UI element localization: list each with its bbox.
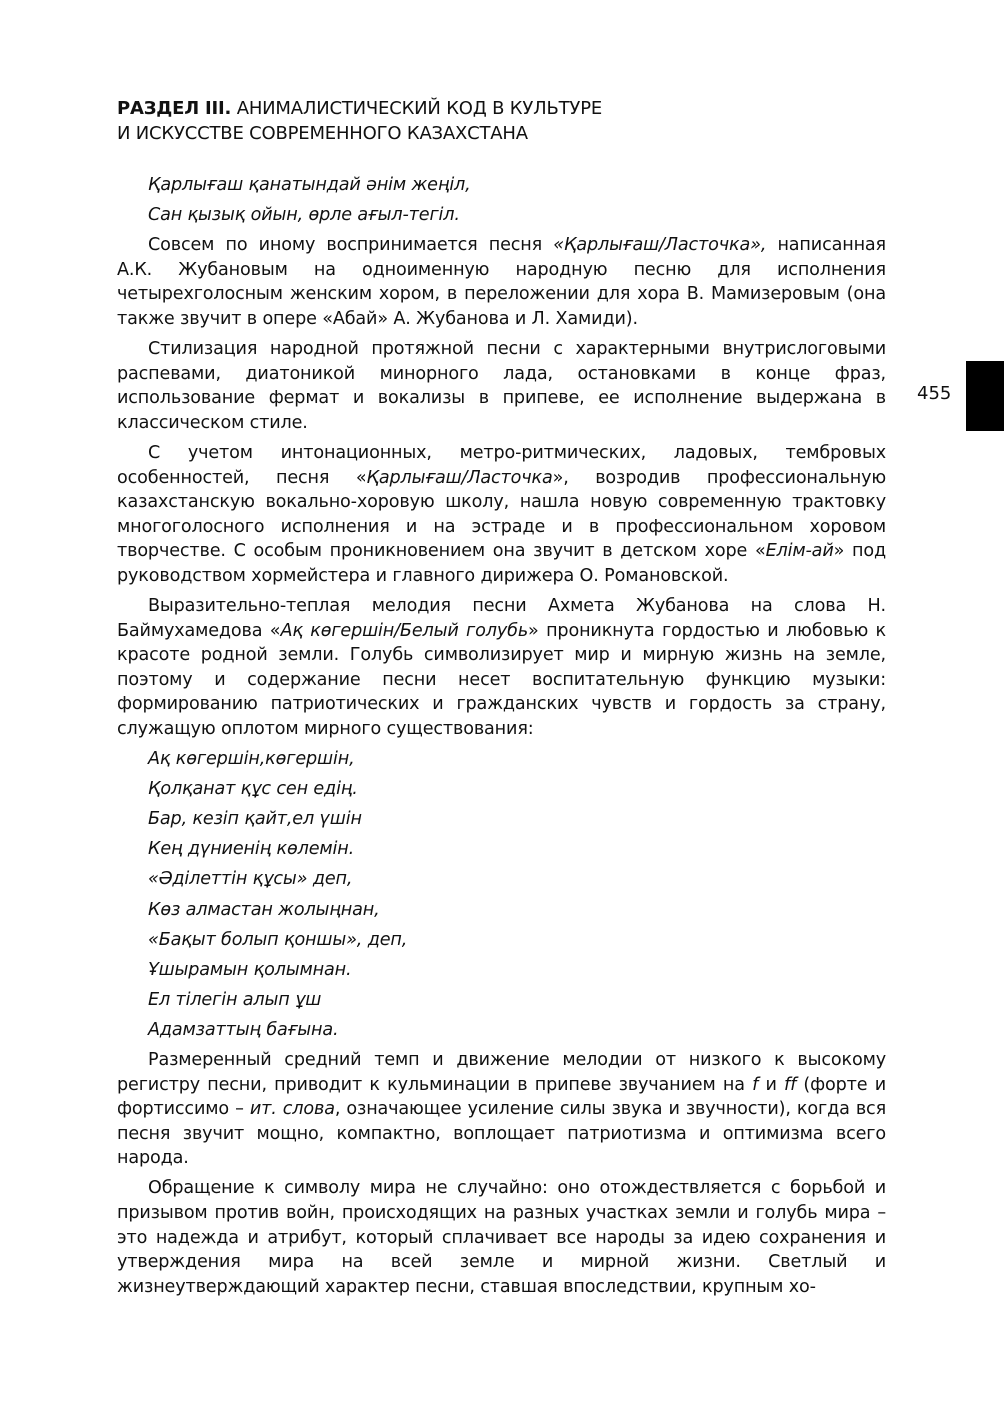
text-run: », возродив профессиональную казахстанскую вокально-хоровую школу, нашла новую современную трактовку многоголосного исполнения и на эстраде и в профессиональном хоровом творчестве. С особым проникновением она звучит в детском хоре « [117, 467, 887, 562]
verse-line: Қолқанат құс сен едің. [148, 779, 358, 800]
paragraph-5 [117, 1048, 886, 1171]
text-run: С учетом интонационных, метро-ритмических, ладовых, тембровых особенностей, песня « [117, 442, 886, 488]
verse-line: Ұшырамын қолымнан. [148, 959, 352, 980]
page-number: 455 [917, 383, 952, 404]
body-text [117, 173, 886, 1305]
song-title: «Қарлығаш/Ласточка», [553, 235, 767, 256]
verse-line: Бар, кезіп қайт,ел үшін [148, 809, 362, 830]
text-run: , означающее усиление силы звука и звучности), когда вся песня звучит мощно, компактно, воплощает патриотизма и оптимизма всего народа. [117, 1099, 887, 1169]
verse-line: «Әділеттін құсы» деп, [148, 869, 353, 890]
verse-line: Кең дүниенің көлемін. [148, 839, 355, 860]
verse-line: Қарлығаш қанатындай әнім жеңіл, [148, 175, 471, 195]
text-run: » под руководством хормейстера и главного дирижера О. Романовской. [117, 541, 886, 586]
verse-line: Ел тілегін алып ұш [148, 989, 322, 1010]
verse-line: Адамзаттың бағына. [148, 1019, 339, 1040]
dynamic-mark: ff [784, 1074, 797, 1095]
text-run: Совсем по иному воспринимается песня [148, 235, 554, 256]
paragraph-1 [117, 233, 886, 331]
section-title-part-1: АНИМАЛИСТИЧЕСКИЙ КОД В КУЛЬТУРЕ [231, 98, 603, 119]
text-run: Размеренный средний темп и движение мелодии от низкого к высокому регистру песни, приводит к кульминации в припеве звучанием на [117, 1050, 886, 1095]
choir-name: Елім-ай [765, 541, 834, 562]
verse-line: «Бақыт болып қоншы», деп, [148, 929, 408, 950]
text-run: Выразительно-теплая мелодия песни Ахмета Жубанова на слова Н. Баймухамедова « [117, 596, 886, 641]
text-run: и [758, 1074, 785, 1095]
section-title-part-2: И ИСКУССТВЕ СОВРЕМЕННОГО КАЗАХСТАНА [117, 123, 528, 144]
text-run: (форте и фортиссимо – [117, 1074, 887, 1120]
header-line-1 [117, 96, 757, 121]
paragraph-2: Стилизация народной протяжной песни с характерными внутрислоговыми распевами, диатоникой минорного лада, остановками в конце фраз, использование фермат и вокализы в припеве, ее исполнение выдержана в классическом стиле. [117, 339, 886, 433]
text-run: написанная А.К. Жубановым на одноименную народную песню для исполнения четырехголосным женским хором, в переложении для хора В. Мамизеровым (она также звучит в опере «Абай» А. Жубанова и Л. Хамиди). [117, 235, 886, 329]
running-header [117, 96, 757, 146]
song-title: Қарлығаш/Ласточка [366, 467, 553, 488]
paragraph-6: Обращение к символу мира не случайно: оно отождествляется с борьбой и призывом против войн, происходящих на разных участках земли и голубь мира – это надежда и атрибут, который сплачивает все народы за идею сохранения и утверждения мира на всей земле и мирной жизни. Светлый и жизнеутверждающий характер песни, ставшая впоследствии, крупным хо- [117, 1178, 886, 1297]
verse-line: Ақ көгершін,көгершін, [148, 749, 355, 770]
paragraph-4 [117, 594, 886, 742]
verse-line: Көз алмастан жолыңнан, [148, 899, 380, 920]
section-label: РАЗДЕЛ III. [117, 98, 232, 119]
chapter-thumb-tab [966, 361, 1004, 431]
term-note: ит. слова [249, 1099, 335, 1120]
text-run: » проникнута гордостью и любовью к красоте родной земли. Голубь символизирует мир и мирную жизнь на земле, поэтому и содержание песни несет воспитательную функцию музыки: формированию патриотических и гражданских чувств и гордость за страну, служащую оплотом мирного существования: [117, 620, 887, 739]
paragraph-3 [117, 441, 886, 589]
verse-line: Сан қызық ойын, өрле ағыл-тегіл. [148, 205, 460, 226]
dynamic-mark: f [752, 1074, 759, 1095]
song-title: Ақ көгершін/Белый голубь [280, 620, 529, 641]
